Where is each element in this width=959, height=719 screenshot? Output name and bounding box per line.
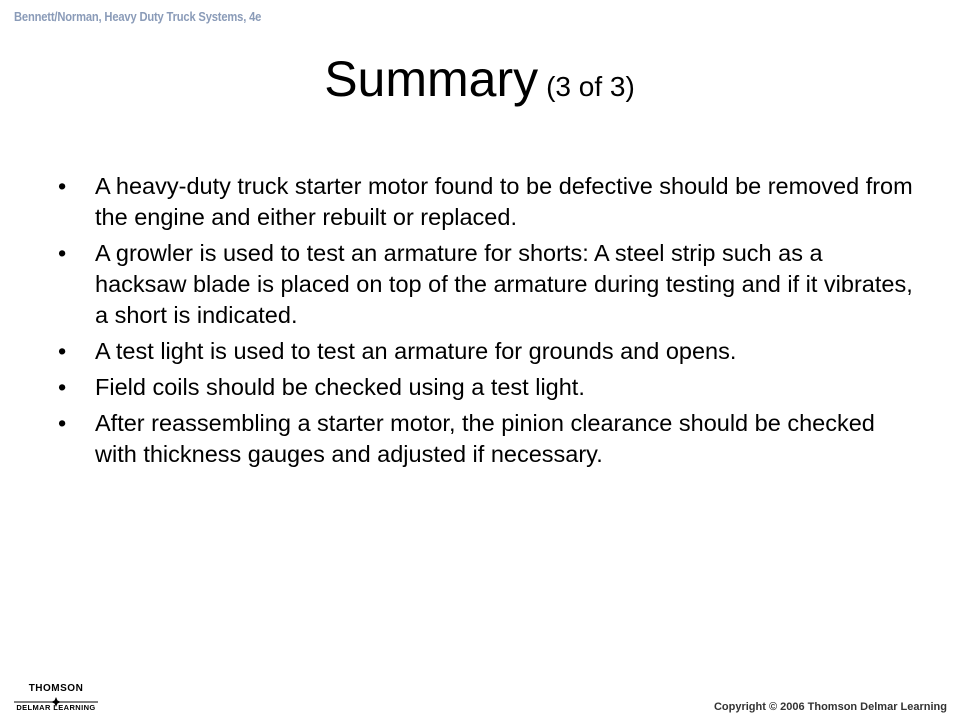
list-item	[58, 238, 918, 331]
bullet-text: A heavy-duty truck starter motor found to be defective should be removed from the engine and either rebuilt or replaced.	[95, 173, 913, 230]
bullet-icon: •	[58, 338, 67, 364]
list-item	[58, 408, 918, 470]
bullet-text: Field coils should be checked using a test light.	[95, 374, 585, 400]
thomson-delmar-logo	[12, 683, 100, 713]
slide-title	[0, 50, 959, 108]
slide-title-subtitle: (3 of 3)	[546, 71, 635, 102]
bullet-text: A test light is used to test an armature for grounds and opens.	[95, 338, 737, 364]
bullet-icon: •	[58, 240, 67, 266]
slide-title-main: Summary	[324, 51, 539, 107]
summary-bullet-list	[58, 171, 918, 475]
book-title-header: Bennett/Norman, Heavy Duty Truck Systems, 4e	[14, 9, 262, 24]
bullet-icon: •	[58, 374, 67, 400]
list-item	[58, 372, 918, 403]
bullet-text: After reassembling a starter motor, the pinion clearance should be checked with thickness gauges and adjusted if necessary.	[95, 410, 875, 467]
bullet-icon: •	[58, 173, 67, 199]
logo-thomson-text: THOMSON	[28, 683, 84, 694]
bullet-text: A growler is used to test an armature for shorts: A steel strip such as a hacksaw blade is placed on top of the armature during testing and if it vibrates, a short is indicated.	[95, 240, 913, 328]
list-item	[58, 336, 918, 367]
copyright-notice: Copyright © 2006 Thomson Delmar Learning	[713, 701, 947, 713]
list-item	[58, 171, 918, 233]
bullet-icon: •	[58, 410, 67, 436]
logo-delmar-text: DELMAR LEARNING	[16, 703, 96, 712]
